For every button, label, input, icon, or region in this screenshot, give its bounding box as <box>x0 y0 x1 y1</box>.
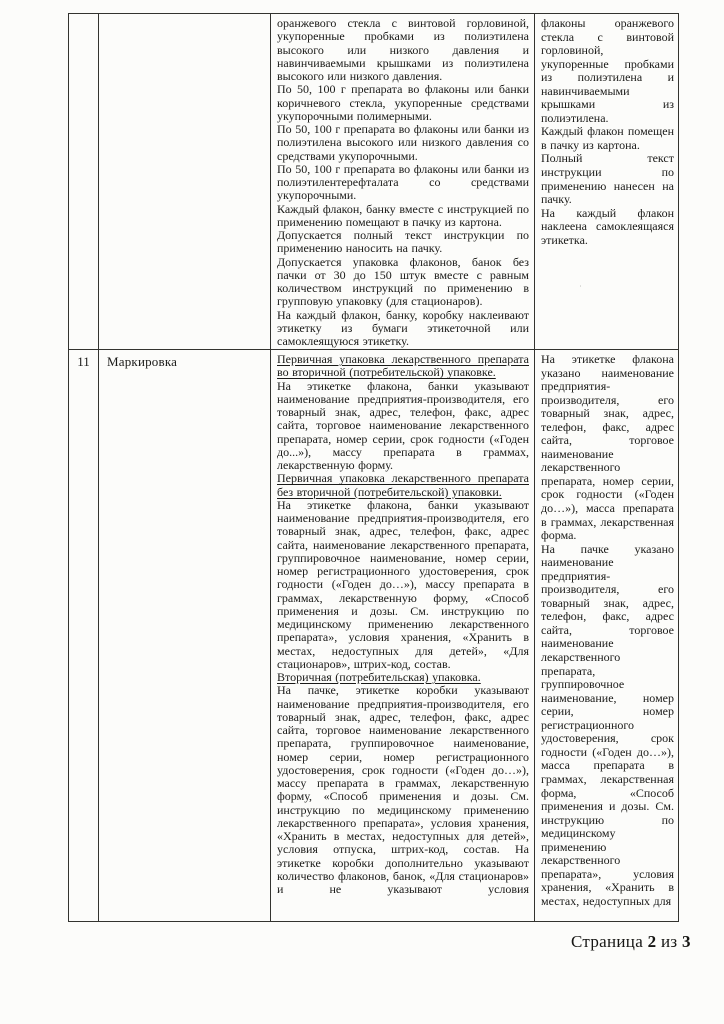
secondary-packaging-heading: Вторичная (потребительская) упаковка. <box>277 670 481 684</box>
requirements-paragraph: Допускается упаковка флаконов, банок без пачки от 30 до 150 штук вместе с равным количеством инструкций по применению в групповую упаковку (для стационаров). <box>277 254 529 309</box>
row-number: 11 <box>77 354 90 369</box>
compliance-paragraph: Каждый флакон помещен в пачку из картона. <box>541 124 674 152</box>
compliance-paragraph: На пачке указано наименование предприятия-производителя, его товарный знак, адрес, телефон, факс, адрес сайта, торговое наименование лекарственного препарата, группировочное наименование, номер серии, номер регистрационного удостоверения, срок годности («Годен до…»), масса препарата в граммах, лекарственная форма, «Способ применения и дозы. См. инструкцию по медицинскому применению лекарственного препарата», условия хранения, «Хранить в местах, недоступных для <box>541 541 674 908</box>
row-continued-number-cell <box>69 14 99 350</box>
compliance-paragraph: флаконы оранжевого стекла с винтовой горловиной, укупоренные пробками из полиэтилена и навинчиваемыми крышками из полиэтилена. <box>541 16 674 125</box>
row-11-requirements-cell <box>271 350 535 921</box>
requirements-paragraph: На пачке, этикетке коробки указывают наименование предприятия-производителя, его товарный знак, адрес, телефон, факс, адрес сайта, торговое наименование лекарственного препарата, группировочное наименование, номер серии, номер регистрационного удостоверения, срок годности («Годен до…»), массу препарата в граммах, лекарственную форму, «Способ применения и дозы. См. инструкцию по медицинскому применению лекарственного препарата», условия хранения, «Хранить в местах, недоступных для детей», условия отпуска, штрих-код, состав. На этикетке коробки дополнительно указывают количество флаконов, банок, «Для стационаров» и не указывают условия <box>277 683 529 896</box>
requirements-paragraph: На этикетке флакона, банки указывают наименование предприятия-производителя, его товарный знак, адрес, телефон, факс, адрес сайта, наименование лекарственного препарата, группировочное наименование, номер серии, номер регистрационного удостоверения, срок годности («Годен до…»), массу препарата в граммах, лекарственную форму, «Способ применения и дозы. См. инструкцию по медицинскому применению лекарственного препарата», условия хранения, «Хранить в местах, недоступных для детей», «Для стационаров», штрих-код, состав. <box>277 497 529 671</box>
compliance-paragraph: На этикетке флакона указано наименование предприятия-производителя, его товарный знак, адрес, телефон, факс, адрес сайта, торговое наименование лекарственного препарата, номер серии, срок годности («Годен до…»), масса препарата в граммах, лекарственная форма. <box>541 352 674 543</box>
row-continued-requirements-cell <box>271 14 535 350</box>
footer-total-pages: 3 <box>681 932 691 951</box>
requirements-paragraph: По 50, 100 г препарата во флаконы или банки из полиэтилена высокого или низкого давления со средствами укупорочными. <box>277 122 529 163</box>
compliance-paragraph: На каждый флакон наклеена самоклеящаяся этикетка. <box>541 205 674 247</box>
row-continued-compliance-cell <box>535 14 678 350</box>
row-11-label-cell <box>99 350 271 921</box>
requirements-paragraph: Каждый флакон, банку вместе с инструкцией по применению помещают в пачку из картона. <box>277 201 529 229</box>
footer-page-number: 2 <box>647 932 657 951</box>
footer-of: из <box>660 932 678 951</box>
row-label: Маркировка <box>107 354 178 369</box>
document-table <box>68 13 679 922</box>
page-footer <box>571 932 691 952</box>
requirements-paragraph: По 50, 100 г препарата во флаконы или банки коричневого стекла, укупоренные средствами укупорочными полимерными. <box>277 82 529 123</box>
requirements-paragraph: На этикетке флакона, банки указывают наименование предприятия-производителя, его товарный знак, адрес, телефон, факс, адрес сайта, торговое наименование лекарственного препарата, номер серии, срок годности («Годен до...»), массу препарата в граммах, лекарственную форму. <box>277 378 529 472</box>
primary-packaging-no-secondary-heading: Первичная упаковка лекарственного препарата без вторичной (потребительской) упаковки. <box>277 471 529 499</box>
requirements-paragraph: По 50, 100 г препарата во флаконы или банки из полиэтилентерефталата со средствами укупорочными. <box>277 161 529 203</box>
compliance-paragraph: Полный текст инструкции по применению нанесен на пачку. <box>541 151 674 207</box>
requirements-paragraph: На каждый флакон, банку, коробку наклеивают этикетку из бумаги этикеточной или самоклеящуюся этикетку. <box>277 307 529 348</box>
requirements-paragraph: Допускается полный текст инструкции по применению наносить на пачку. <box>277 228 529 256</box>
primary-packaging-heading: Первичная упаковка лекарственного препарата во вторичной (потребительской) упаковке. <box>277 352 529 380</box>
row-11-compliance-cell <box>535 350 678 921</box>
footer-label: Страница <box>571 932 644 951</box>
row-11-number-cell <box>69 350 99 921</box>
requirements-paragraph: оранжевого стекла с винтовой горловиной, укупоренные пробками из полиэтилена высокого или низкого давления и навинчиваемыми крышками из полиэтилена высокого или низкого давления. <box>277 16 529 83</box>
row-continued-label-cell <box>99 14 271 350</box>
